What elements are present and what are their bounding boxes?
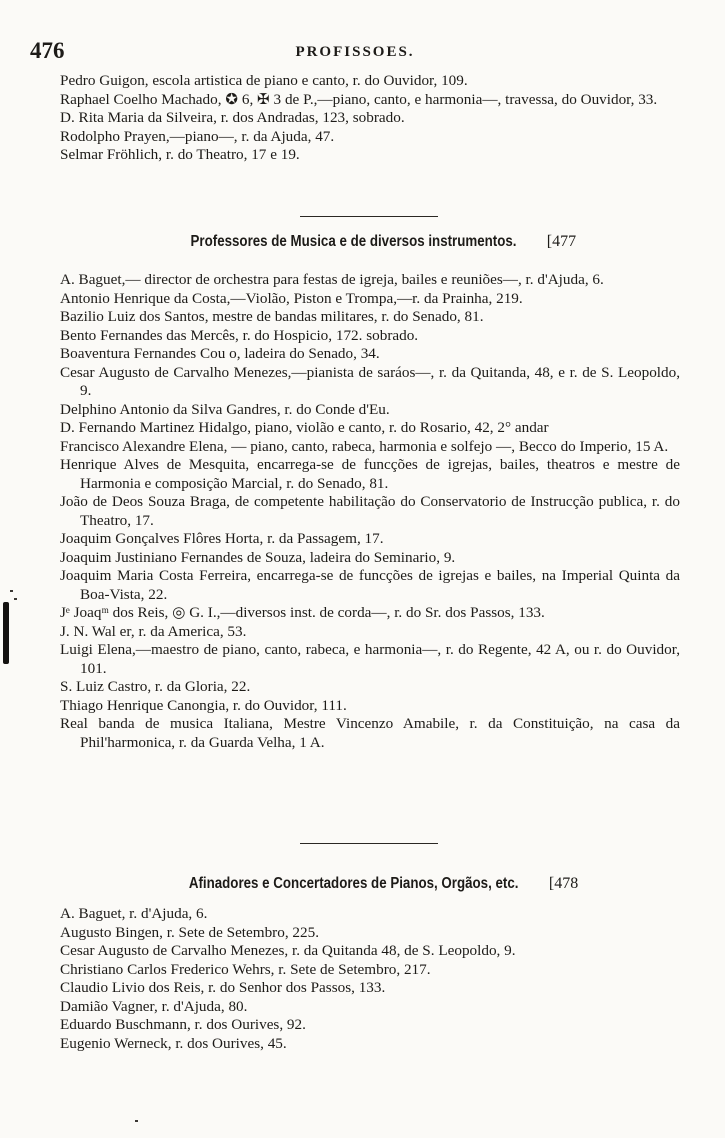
section-title: Professores de Musica e de diversos instrumentos. (190, 233, 517, 250)
list-item: Antonio Henrique da Costa,—Violão, Piston e Trompa,—r. da Prainha, 219. (60, 289, 523, 307)
list-item: Joaquim Gonçalves Flôres Horta, r. da Passagem, 17. (60, 530, 384, 547)
list-item: João de Deos Souza Braga, de competente habilitação do Conservatorio de Instrucção publica, r. do Theatro, 17. (60, 493, 680, 529)
ink-speck (135, 1120, 138, 1122)
music-teachers-list (60, 271, 680, 752)
list-item: Cesar Augusto de Carvalho Menezes,—pianista de saráos—, r. da Quitanda, 48, e r. de S. Leopoldo, 9. (60, 363, 680, 399)
section-title: Afinadores e Concertadores de Pianos, Orgãos, etc. (188, 875, 519, 892)
list-item: Jᵉ Joaqᵐ dos Reis, ◎ G. I.,—diversos inst. de corda—, r. do Sr. dos Passos, 133. (60, 604, 545, 621)
list-item: Real banda de musica Italiana, Mestre Vincenzo Amabile, r. da Constituição, na casa da Phil'harmonica, r. da Guarda Velha, 1 A. (60, 715, 680, 751)
list-item: Delphino Antonio da Silva Gandres, r. do Conde d'Eu. (60, 400, 390, 418)
list-item: Cesar Augusto de Carvalho Menezes, r. da Quitanda 48, de S. Leopoldo, 9. (60, 942, 516, 959)
list-item: Christiano Carlos Frederico Wehrs, r. Sete de Setembro, 217. (60, 960, 431, 978)
list-item: A. Baguet, r. d'Ajuda, 6. (60, 905, 208, 922)
section-divider (300, 843, 438, 844)
list-item: Rodolpho Prayen,—piano—, r. da Ajuda, 47. (60, 127, 335, 145)
list-item: Bento Fernandes das Mercês, r. do Hospicio, 172. sobrado. (60, 326, 419, 344)
list-item: Thiago Henrique Canongia, r. do Ouvidor, 111. (60, 696, 347, 714)
list-item: Luigi Elena,—maestro de piano, canto, rabeca, e harmonia—, r. do Regente, 42 A, ou r. do Ouvidor, 101. (60, 641, 680, 677)
running-title: PROFISSOES. (295, 44, 415, 60)
top-entries-list (60, 72, 680, 165)
list-item: S. Luiz Castro, r. da Gloria, 22. (60, 678, 251, 695)
list-item: D. Rita Maria da Silveira, r. dos Andradas, 123, sobrado. (60, 109, 405, 126)
section-reference: [478 (548, 875, 579, 892)
list-item: D. Fernando Martinez Hidalgo, piano, violão e canto, r. do Rosario, 42, 2° andar (60, 419, 549, 436)
margin-ink-mark (3, 602, 9, 664)
list-item: Henrique Alves de Mesquita, encarrega-se de funcções de igrejas, bailes, theatros e mestre de Harmonia e composição Marcial, r. do Senado, 81. (60, 456, 680, 492)
ink-speck (10, 590, 13, 592)
list-item: Pedro Guigon, escola artistica de piano e canto, r. do Ouvidor, 109. (60, 72, 468, 89)
list-item: Raphael Coelho Machado, ✪ 6, ✠ 3 de P.,—piano, canto, e harmonia—, travessa, do Ouvidor, 33. (60, 90, 658, 108)
page-header (30, 38, 680, 68)
list-item: Selmar Fröhlich, r. do Theatro, 17 e 19. (60, 146, 300, 163)
page-number: 476 (30, 38, 65, 63)
list-item: Joaquim Justiniano Fernandes de Souza, ladeira do Seminario, 9. (60, 548, 456, 566)
piano-tuners-list (60, 905, 680, 1053)
list-item: Augusto Bingen, r. Sete de Setembro, 225. (60, 923, 320, 941)
list-item: Bazilio Luiz dos Santos, mestre de bandas militares, r. do Senado, 81. (60, 308, 484, 325)
list-item: Claudio Livio dos Reis, r. do Senhor dos Passos, 133. (60, 979, 386, 996)
section-heading-music-teachers (60, 233, 680, 251)
list-item: Eduardo Buschmann, r. dos Ourives, 92. (60, 1016, 306, 1033)
section-divider (300, 216, 438, 217)
ink-speck (14, 598, 17, 600)
section-reference: [477 (546, 233, 577, 250)
list-item: Joaquim Maria Costa Ferreira, encarrega-se de funcções de igrejas e bailes, na Imperial Quinta da Boa-Vista, 22. (60, 567, 680, 603)
list-item: Eugenio Werneck, r. dos Ourives, 45. (60, 1034, 287, 1052)
list-item: J. N. Wal er, r. da America, 53. (60, 622, 247, 640)
list-item: Francisco Alexandre Elena, — piano, canto, rabeca, harmonia e solfejo —, Becco do Imperio, 15 A. (60, 437, 669, 455)
list-item: Boaventura Fernandes Cou o, ladeira do Senado, 34. (60, 345, 380, 362)
section-heading-piano-tuners (60, 875, 680, 893)
list-item: Damião Vagner, r. d'Ajuda, 80. (60, 997, 248, 1015)
list-item: A. Baguet,— director de orchestra para festas de igreja, bailes e reuniões—, r. d'Ajuda, 6. (60, 271, 604, 288)
